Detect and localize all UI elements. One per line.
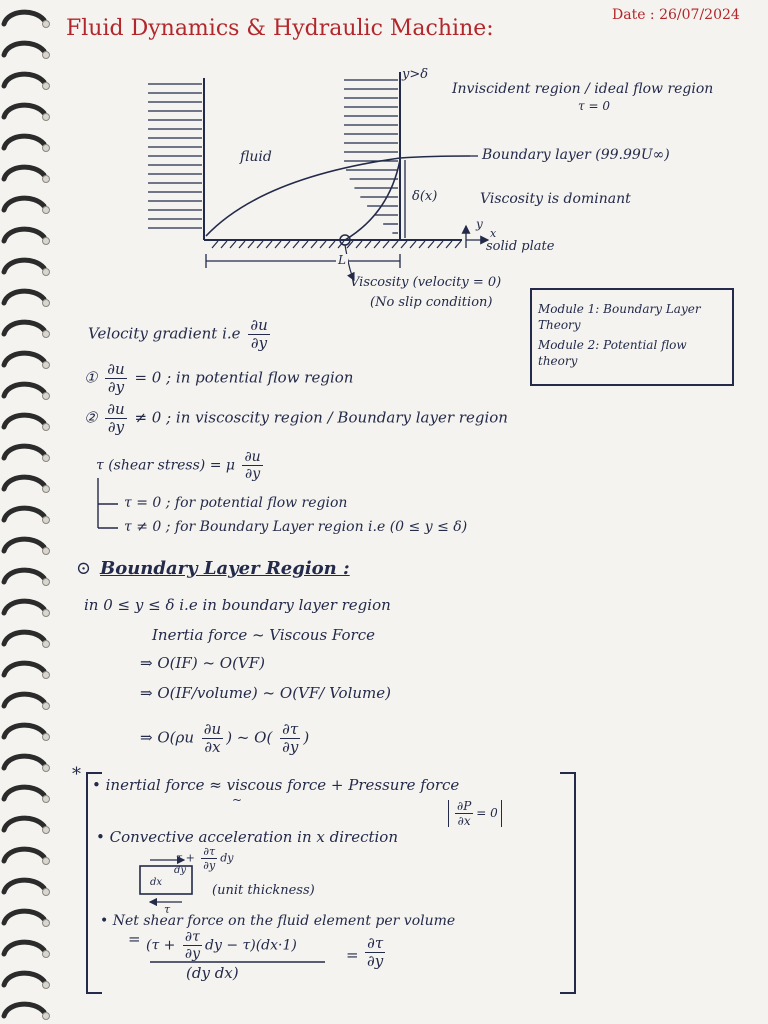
- shear-stress-def: τ (shear stress) = μ $\frac{\partial u}{\partial y}$: [96, 449, 261, 482]
- section-line-2: Inertia force ~ Viscous Force: [152, 626, 375, 644]
- approx-mark: ~: [232, 793, 243, 807]
- date-label: Date : 26/07/2024: [612, 7, 740, 23]
- label-boundary-layer: Boundary layer (99.99U∞): [482, 147, 670, 163]
- label-axes-y: y: [476, 217, 483, 231]
- equation-eq: =: [128, 930, 141, 948]
- section-bullet: ⊙: [76, 558, 92, 579]
- shear-case-2: τ ≠ 0 ; for Boundary Layer region i.e (0 ≤ y ≤ δ): [124, 519, 468, 535]
- label-y-greater-delta: y>δ: [402, 67, 429, 82]
- element-dy-label: dy: [174, 865, 187, 876]
- section-heading: Boundary Layer Region :: [100, 558, 350, 579]
- star-marker: *: [72, 764, 81, 785]
- pressure-condition: $\frac{\partial P}{\partial x}$ = 0: [448, 800, 502, 827]
- element-bottom-stress: τ: [164, 903, 171, 916]
- equation-eq-2: =: [346, 946, 359, 964]
- module-2: Module 2: Potential flow theory: [538, 338, 687, 368]
- label-inviscid-region: Inviscident region / ideal flow region: [452, 81, 714, 97]
- label-tau-zero: τ = 0: [578, 99, 610, 113]
- unit-thickness-label: (unit thickness): [212, 883, 315, 898]
- velocity-profile-curve: [345, 160, 400, 240]
- velocity-gradient-line: [88, 318, 273, 351]
- outlet-velocity-arrows: [344, 80, 398, 233]
- case-branch-lines: [98, 478, 118, 528]
- section-line-3: ⇒ O(IF) ~ O(VF): [140, 654, 266, 672]
- label-fluid: fluid: [240, 149, 272, 165]
- element-top-stress: τ + $\frac{\partial\tau}{\partial y}$ dy: [176, 845, 234, 872]
- section-line-5: ⇒ O(ρu $\frac{\partial u}{\partial x}$ ) ~ O( $\frac{\partial\tau}{\partial y}$ ): [140, 720, 310, 756]
- equation-result: $\frac{\partial\tau}{\partial y}$: [367, 934, 384, 970]
- section-line-4: ⇒ O(IF/volume) ~ O(VF/ Volume): [140, 684, 392, 702]
- page-title: Fluid Dynamics & Hydraulic Machine:: [66, 16, 494, 41]
- note-item-1: ① $\frac{\partial u}{\partial y}$ = 0 ; in potential flow region: [84, 360, 354, 396]
- module-1: Module 1: Boundary Layer Theory: [538, 302, 701, 332]
- label-no-slip: (No slip condition): [370, 295, 493, 310]
- modules-box: [530, 288, 734, 386]
- label-L: L: [338, 253, 346, 267]
- inlet-velocity-arrows: [148, 84, 202, 228]
- du-dy-fraction: $\frac{\partial u}{\partial y}$: [250, 316, 268, 352]
- section-line-1: in 0 ≤ y ≤ δ i.e in boundary layer region: [84, 596, 391, 614]
- velocity-gradient-text: Velocity gradient i.e: [88, 324, 241, 343]
- box-bullet-2: • Convective acceleration in x direction: [96, 828, 398, 846]
- label-viscosity-dominant: Viscosity is dominant: [480, 191, 631, 207]
- shear-case-1: τ = 0 ; for potential flow region: [124, 495, 348, 511]
- box-bullet-3: • Net shear force on the fluid element per volume: [100, 913, 456, 929]
- label-axes-x: x: [490, 227, 497, 240]
- element-dx-label: dx: [150, 877, 163, 888]
- box-bullet-1: • inertial force ≈ viscous force + Pressure force: [92, 776, 460, 794]
- label-solid-plate: solid plate: [486, 239, 555, 254]
- note-item-2: ② $\frac{\partial u}{\partial y}$ ≠ 0 ; in viscoscity region / Boundary layer region: [84, 400, 508, 436]
- label-delta-x: δ(x): [412, 189, 438, 204]
- plate-hatching: [212, 241, 461, 248]
- equation-numerator: (τ + $\frac{\partial\tau}{\partial y}$ dy − τ)(dx·1): [146, 929, 297, 962]
- equation-denominator: (dy dx): [186, 964, 239, 982]
- label-viscosity-note: Viscosity (velocity = 0): [350, 275, 502, 290]
